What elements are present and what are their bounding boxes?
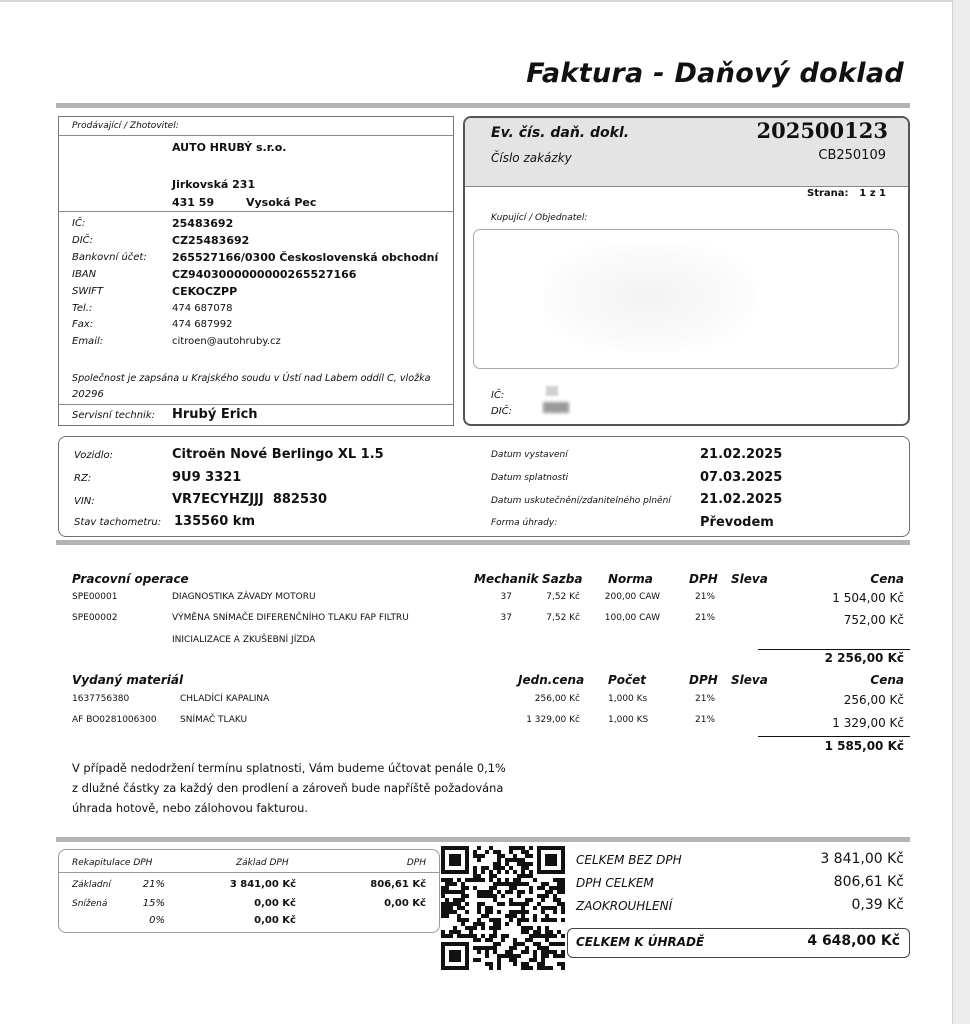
vat-recap-header-base: Základ DPH	[236, 858, 289, 868]
vat-row-dph: 806,61 Kč	[370, 879, 426, 890]
payment-value: Převodem	[700, 515, 774, 530]
seller-email-label: Email:	[72, 336, 104, 347]
tachometer-value: 135560 km	[174, 514, 255, 529]
rz-value: 9U9 3321	[172, 470, 242, 485]
grand-total-label: CELKEM K ÚHRADĚ	[576, 935, 705, 949]
buyer-ico-label: IČ:	[491, 390, 505, 401]
seller-ico-label: IČ:	[72, 218, 86, 229]
material-row-price: 256,00 Kč	[843, 693, 904, 707]
title-divider	[56, 103, 910, 108]
material-row-dph: 21%	[695, 694, 716, 704]
penalty-line-2: z dlužné částky za každý den prodlení a zároveň bude napříště požadována	[72, 781, 504, 795]
material-total-line	[758, 736, 910, 737]
order-number-label: Číslo zakázky	[491, 151, 572, 165]
buyer-dic-redacted	[543, 402, 569, 413]
buyer-address-box	[473, 229, 899, 369]
vehicle-model: Citroën Nové Berlingo XL 1.5	[172, 447, 384, 462]
work-row-rate: 7,52 Kč	[546, 592, 580, 602]
material-header-unit: Jedn.cena	[518, 673, 585, 687]
seller-city: Vysoká Pec	[246, 196, 317, 209]
technician-label: Servisní technik:	[72, 410, 155, 421]
issued-value: 21.02.2025	[700, 447, 783, 462]
seller-swift-label: SWIFT	[72, 286, 104, 297]
total-vat: 806,61 Kč	[833, 874, 904, 890]
work-row-dph: 21%	[695, 592, 716, 602]
vat-row-label: Základní	[72, 880, 111, 890]
vin-value: VR7ECYHZJJJ 882530	[172, 492, 328, 507]
work-row-name: VÝMĚNA SNÍMAČE DIFERENČNÍHO TLAKU FAP FILTRU	[172, 613, 409, 623]
penalty-line-3: úhrada hotově, nebo zálohovou fakturou.	[72, 801, 308, 815]
page-value: 1 z 1	[859, 188, 886, 199]
work-row-name: DIAGNOSTIKA ZÁVADY MOTORU	[172, 592, 316, 602]
material-row-qty: 1,000 KS	[608, 715, 649, 725]
vat-row-rate: 0%	[149, 915, 165, 926]
ev-number: 202500123	[756, 118, 888, 143]
total-without-vat: 3 841,00 Kč	[820, 851, 904, 867]
registry-line-2: 20296	[72, 389, 104, 400]
seller-zip: 431 59	[172, 196, 215, 209]
payment-label: Forma úhrady:	[491, 518, 558, 528]
vat-row-rate: 15%	[142, 898, 165, 909]
buyer-dic-label: DIČ:	[491, 406, 513, 417]
seller-address-line	[58, 211, 454, 212]
seller-registry-line	[58, 404, 454, 405]
total-without-vat-label: CELKEM BEZ DPH	[576, 853, 682, 867]
vin-label: VIN:	[74, 496, 95, 507]
work-row-code: SPE00002	[72, 613, 118, 623]
seller-fax: 474 687992	[172, 319, 233, 330]
page-label: Strana:	[807, 188, 849, 199]
work-row-rate: 7,52 Kč	[546, 613, 580, 623]
qr-code-icon	[441, 845, 565, 971]
work-row-dph: 21%	[695, 613, 716, 623]
material-row-price: 1 329,00 Kč	[832, 716, 904, 730]
issued-label: Datum vystavení	[491, 450, 568, 460]
totals-divider	[56, 837, 910, 842]
work-header-dph: DPH	[689, 572, 718, 586]
vat-recap-header-line	[58, 872, 440, 873]
vat-row-base: 3 841,00 Kč	[229, 879, 296, 890]
material-row-unit: 1 329,00 Kč	[526, 715, 580, 725]
material-total: 1 585,00 Kč	[824, 739, 904, 753]
technician-name: Hrubý Erich	[172, 407, 258, 422]
seller-dic-label: DIČ:	[72, 235, 94, 246]
tachometer-label: Stav tachometru:	[74, 517, 162, 528]
material-row-dph: 21%	[695, 715, 716, 725]
rounding-value: 0,39 Kč	[851, 897, 904, 913]
seller-bank: 265527166/0300 Československá obchodní	[172, 251, 439, 264]
vat-recap-header-label: Rekapitulace DPH	[72, 858, 153, 868]
material-row-code: 1637756380	[72, 694, 130, 704]
vat-recap-header-dph: DPH	[406, 858, 426, 868]
seller-tel-label: Tel.:	[72, 303, 93, 314]
seller-heading: Prodávající / Zhotovitel:	[72, 121, 179, 131]
vehicle-divider	[56, 540, 910, 545]
material-header-dph: DPH	[689, 673, 718, 687]
work-row-code: SPE00001	[72, 592, 118, 602]
seller-bank-label: Bankovní účet:	[72, 252, 147, 263]
material-header-sleva: Sleva	[731, 673, 768, 687]
seller-iban: CZ9403000000000265527166	[172, 268, 357, 281]
seller-dic: CZ25483692	[172, 234, 250, 247]
buyer-ico-redacted	[546, 386, 558, 396]
seller-fax-label: Fax:	[72, 319, 94, 330]
buyer-heading: Kupující / Objednatel:	[491, 213, 588, 223]
registry-line-1: Společnost je zapsána u Krajského soudu v Ústí nad Labem oddíl C, vložka	[72, 373, 431, 384]
material-header-cena: Cena	[870, 673, 904, 687]
top-border	[0, 0, 952, 2]
vat-row-base: 0,00 Kč	[254, 915, 296, 926]
work-row-price: 1 504,00 Kč	[832, 591, 904, 605]
invoice-title: Faktura - Daňový doklad	[526, 58, 904, 89]
work-header-norma: Norma	[608, 572, 653, 586]
material-header-qty: Počet	[608, 673, 647, 687]
vehicle-label: Vozidlo:	[74, 450, 114, 461]
seller-name: AUTO HRUBÝ s.r.o.	[172, 141, 287, 154]
seller-ico: 25483692	[172, 217, 234, 230]
vat-row-base: 0,00 Kč	[254, 898, 296, 909]
work-header-mechanik: Mechanik	[474, 572, 539, 586]
work-header-sleva: Sleva	[731, 572, 768, 586]
order-number: CB250109	[818, 148, 886, 163]
seller-tel: 474 687078	[172, 303, 233, 314]
taxable-label: Datum uskutečnění/zdanitelného plnění	[491, 496, 671, 506]
seller-swift: CEKOCZPP	[172, 285, 238, 298]
seller-street: Jirkovská 231	[172, 178, 256, 191]
seller-iban-label: IBAN	[72, 269, 97, 280]
material-heading: Vydaný materiál	[72, 673, 184, 687]
work-header-sazba: Sazba	[542, 572, 583, 586]
seller-email: citroen@autohruby.cz	[172, 336, 281, 347]
work-row-norm: 200,00 CAW	[604, 592, 660, 602]
total-vat-label: DPH CELKEM	[576, 876, 654, 890]
material-row-unit: 256,00 Kč	[534, 694, 580, 704]
work-row-mechanic: 37	[500, 613, 512, 623]
work-header-cena: Cena	[870, 572, 904, 586]
material-row-name: SNÍMAČ TLAKU	[180, 715, 248, 725]
material-row-qty: 1,000 Ks	[608, 694, 648, 704]
work-row-norm: 100,00 CAW	[604, 613, 660, 623]
seller-heading-line	[58, 135, 454, 136]
work-row-price: 752,00 Kč	[843, 613, 904, 627]
material-row-name: CHLADÍCÍ KAPALINA	[180, 694, 270, 704]
work-row-mechanic: 37	[500, 592, 512, 602]
rounding-label: ZAOKROUHLENÍ	[576, 899, 673, 913]
grand-total: 4 648,00 Kč	[807, 933, 900, 949]
buyer-redacted-area	[544, 242, 754, 352]
due-value: 07.03.2025	[700, 470, 783, 485]
work-total: 2 256,00 Kč	[824, 651, 904, 665]
taxable-value: 21.02.2025	[700, 492, 783, 507]
work-note: INICIALIZACE A ZKUŠEBNÍ JÍZDA	[172, 635, 316, 645]
ev-number-label: Ev. čís. daň. dokl.	[491, 125, 630, 141]
penalty-line-1: V případě nedodržení termínu splatnosti, Vám budeme účtovat penále 0,1%	[72, 761, 506, 775]
due-label: Datum splatnosti	[491, 473, 569, 483]
rz-label: RZ:	[74, 473, 92, 484]
work-total-line	[758, 649, 910, 650]
work-heading: Pracovní operace	[72, 572, 189, 586]
vat-row-dph: 0,00 Kč	[384, 898, 426, 909]
material-row-code: AF BO0281006300	[72, 715, 157, 725]
vat-row-label: Snížená	[72, 899, 108, 909]
vat-row-rate: 21%	[142, 879, 165, 890]
